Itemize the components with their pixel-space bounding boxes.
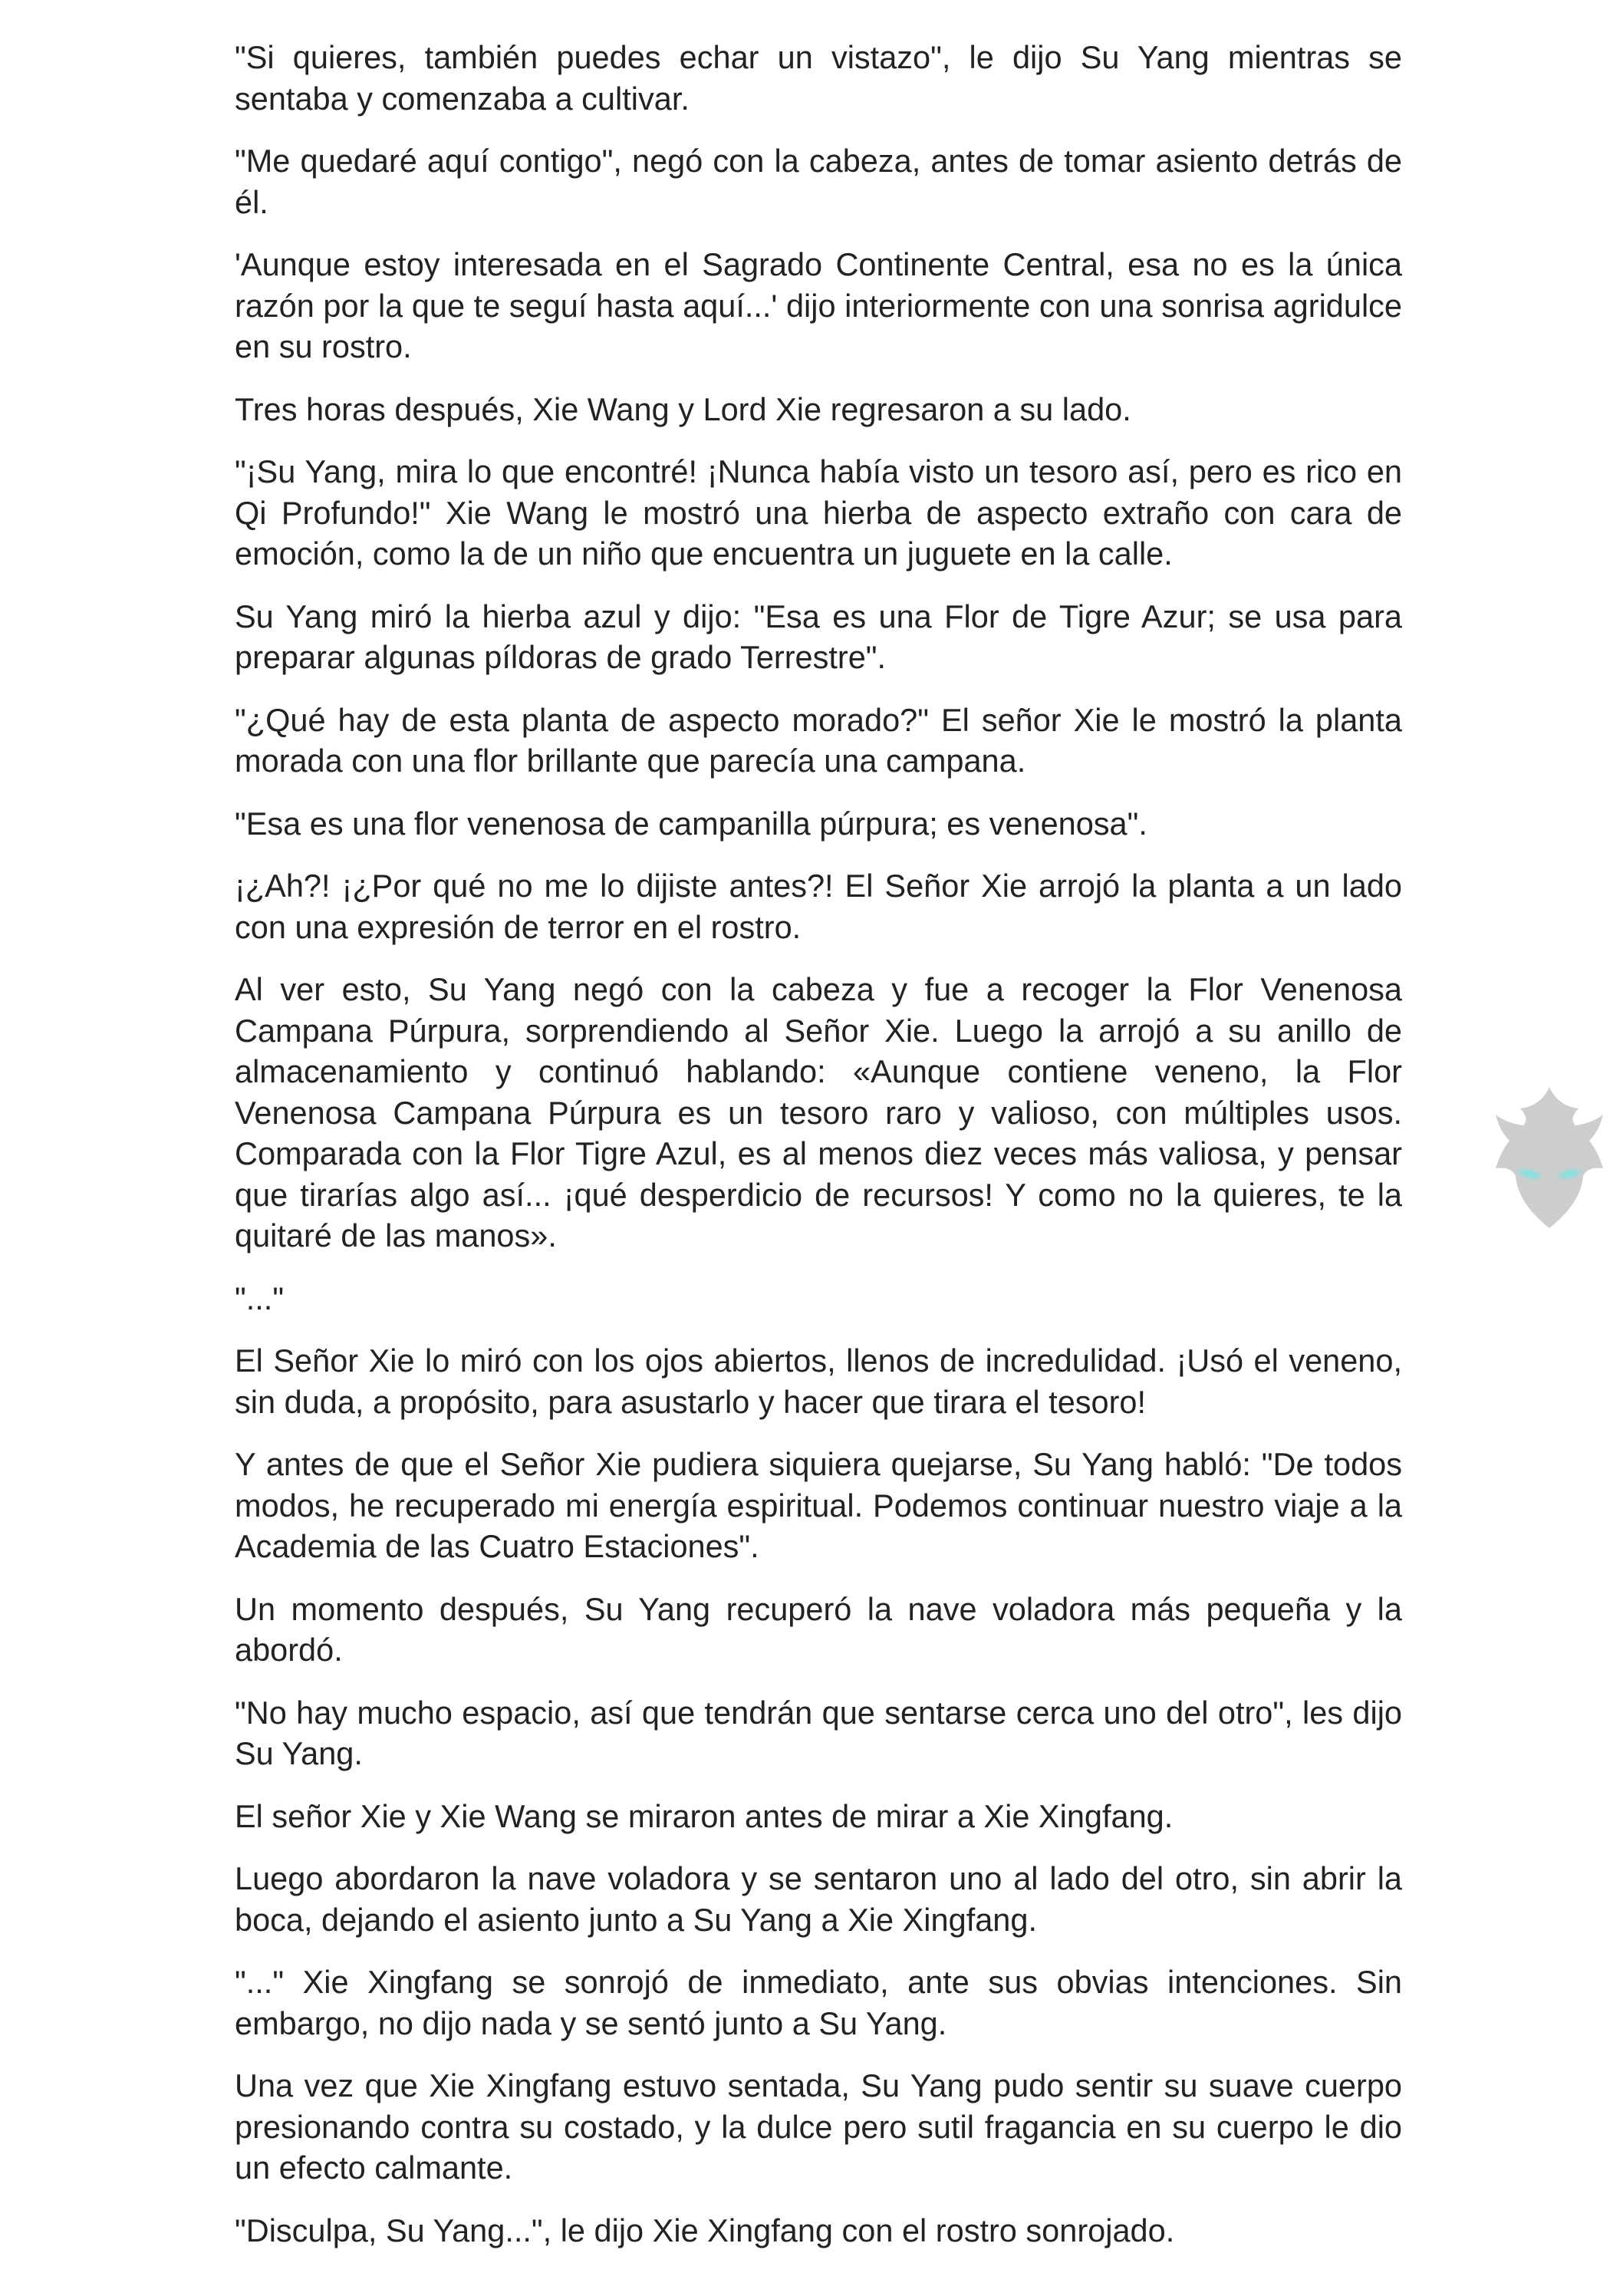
paragraph: "..." Xie Xingfang se sonrojó de inmediato, ante sus obvias intenciones. Sin embargo, no dijo nada y se sentó junto a Su Yang. bbox=[235, 1964, 1402, 2041]
paragraph: Su Yang miró la hierba azul y dijo: "Esa es una Flor de Tigre Azur; se usa para preparar algunas píldoras de grado Terrestre". bbox=[235, 598, 1402, 675]
paragraph: "Si quieres, también puedes echar un vistazo", le dijo Su Yang mientras se sentaba y comenzaba a cultivar. bbox=[235, 39, 1402, 117]
paragraph: "Esa es una flor venenosa de campanilla púrpura; es venenosa". bbox=[235, 805, 1147, 842]
paragraph: Una vez que Xie Xingfang estuvo sentada, Su Yang pudo sentir su suave cuerpo presionando contra su costado, y la dulce pero sutil fragancia en su cuerpo le dio un efecto calmante. bbox=[235, 2067, 1402, 2186]
paragraph: Un momento después, Su Yang recuperó la nave voladora más pequeña y la abordó. bbox=[235, 1590, 1402, 1668]
paragraph: "Me quedaré aquí contigo", negó con la cabeza, antes de tomar asiento detrás de él. bbox=[235, 143, 1402, 220]
paragraph: "¿Qué hay de esta planta de aspecto morado?" El señor Xie le mostró la planta morada con una flor brillante que parecía una campana. bbox=[235, 701, 1402, 779]
document-body bbox=[235, 37, 1402, 2272]
paragraph: "¡Su Yang, mira lo que encontré! ¡Nunca había visto un tesoro así, pero es rico en Qi Profundo!" Xie Wang le mostró una hierba de aspecto extraño con cara de emoción, como la de un niño que encuentra un juguete en la calle. bbox=[235, 453, 1402, 572]
demon-head-icon bbox=[1473, 1078, 1623, 1247]
paragraph: "Disculpa, Su Yang...", le dijo Xie Xingfang con el rostro sonrojado. bbox=[235, 2212, 1175, 2248]
paragraph: "No hay mucho espacio, así que tendrán que sentarse cerca uno del otro", les dijo Su Yang. bbox=[235, 1694, 1402, 1771]
paragraph: Tres horas después, Xie Wang y Lord Xie regresaron a su lado. bbox=[235, 390, 1131, 427]
paragraph: El señor Xie y Xie Wang se miraron antes de mirar a Xie Xingfang. bbox=[235, 1797, 1174, 1834]
paragraph: Al ver esto, Su Yang negó con la cabeza y fue a recoger la Flor Venenosa Campana Púrpura, sorprendiendo al Señor Xie. Luego la arrojó a su anillo de almacenamiento y continuó hablando: «Aunque contiene veneno, la Flor Venenosa Campana Púrpura es un tesoro raro y valioso, con múltiples usos. Comparada con la Flor Tigre Azul, es al menos diez veces más valiosa, y pensar que tirarías algo así... ¡qué desperdicio de recursos! Y como no la quieres, te la quitaré de las manos». bbox=[235, 971, 1402, 1253]
paragraph: Y antes de que el Señor Xie pudiera siquiera quejarse, Su Yang habló: "De todos modos, he recuperado mi energía espiritual. Podemos continuar nuestro viaje a la Academia de las Cuatro Estaciones". bbox=[235, 1446, 1402, 1564]
paragraph: 'Aunque estoy interesada en el Sagrado Continente Central, esa no es la única razón por la que te seguí hasta aquí...' dijo interiormente con una sonrisa agridulce en su rostro. bbox=[235, 246, 1402, 364]
paragraph: "..." bbox=[235, 1280, 285, 1316]
paragraph: El Señor Xie lo miró con los ojos abiertos, llenos de incredulidad. ¡Usó el veneno, sin duda, a propósito, para asustarlo y hacer que tirara el tesoro! bbox=[235, 1342, 1402, 1420]
paragraph: Luego abordaron la nave voladora y se sentaron uno al lado del otro, sin abrir la boca, dejando el asiento junto a Su Yang a Xie Xingfang. bbox=[235, 1860, 1402, 1938]
paragraph: ¡¿Ah?! ¡¿Por qué no me lo dijiste antes?! El Señor Xie arrojó la planta a un lado con una expresión de terror en el rostro. bbox=[235, 868, 1402, 945]
